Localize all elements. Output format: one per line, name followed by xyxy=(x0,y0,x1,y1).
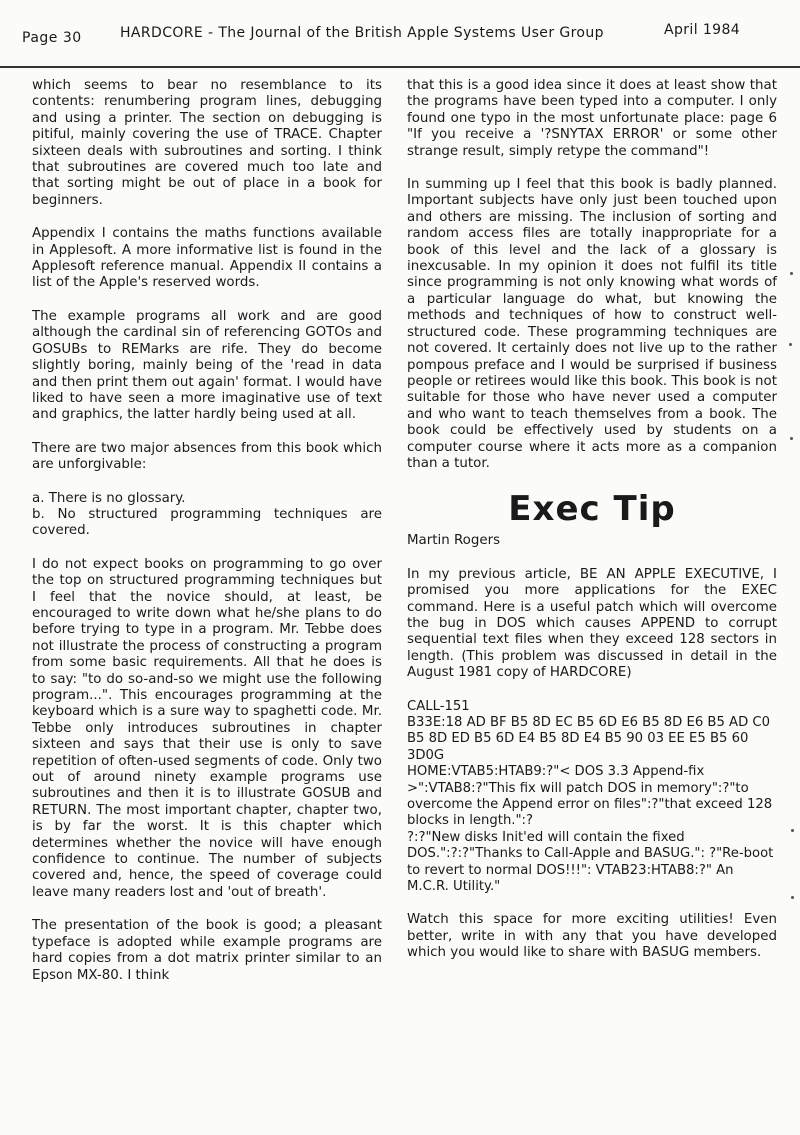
scan-speck xyxy=(791,829,794,832)
page-number: Page 30 xyxy=(22,30,82,46)
paragraph: I do not expect books on programming to go over the top on structured programming techniques but I feel that the novice should, at least, be encouraged to write down what he/she plans to do before trying to type in a program. Mr. Tebbe does not illustrate the process of constructing a program from some basic requirements. All that he does is to say: "to do so-and-so we might use the following program...". This encourages programming at the keyboard which is a sure way to spaghetti code. Mr. Tebbe only introduces subroutines in chapter sixteen and says that their use is only to save repetition of often-used segments of code. Only two out of around ninety example programs use subroutines and then it is to illustrate GOSUB and RETURN. The most important chapter, chapter two, is by far the worst. It is this chapter which determines whether the novice will have enough confidence to continue. The number of subjects covered and, hence, the speed of coverage could leave many readers lost and 'out of breath'. xyxy=(32,556,382,900)
scan-speck xyxy=(790,272,793,275)
paragraph: which seems to bear no resemblance to its contents: renumbering program lines, debugging and using a printer. The section on debugging is pitiful, mainly covering the use of TRACE. Chapter sixteen deals with subroutines and sorting. I think that subroutines are covered much too late and that sorting might be out of place in a book for beginners. xyxy=(32,78,382,208)
paragraph: The example programs all work and are good although the cardinal sin of referencing GOTOs and GOSUBs to REMarks are rife. They do become slightly boring, mainly being of the 'read in data and then print them out again' format. I would have liked to have seen a more imaginative use of text and graphics, the latter hardly being used at all. xyxy=(32,308,382,423)
paragraph: In summing up I feel that this book is badly planned. Important subjects have only just been touched upon and others are missing. The inclusion of sorting and random access files are totally inappropriate for a book of this level and the lack of a glossary is inexcusable. In my opinion it does not fulfil its title since programming is not only knowing what words of a particular language do what, but knowing the methods and techniques of how to construct well-structured code. These programming techniques are not covered. It certainly does not live up to the rather pompous preface and I would be surprised if business people or retirees would like this book. This book is not suitable for those who have never used a computer and who want to teach themselves from a book. The book could be effectively used by students on a computer course where it acts more as a companion than a tutor. xyxy=(407,177,777,471)
code-line: CALL-151 xyxy=(407,698,470,714)
author-byline: Martin Rogers xyxy=(407,533,501,549)
code-line: HOME:VTAB5:HTAB9:?"< DOS 3.3 Append-fix >":VTAB8:?"This fix will patch DOS in memory":?"to overcome the Append error on files":?"that exceed 128 blocks in length.":? xyxy=(407,764,773,829)
paragraph: The presentation of the book is good; a pleasant typeface is adopted while example programs are hard copies from a dot matrix printer similar to an Epson MX-80. I think xyxy=(32,918,382,983)
right-column xyxy=(407,78,777,979)
scan-speck xyxy=(791,896,794,899)
paragraph: There are two major absences from this book which are unforgivable: xyxy=(32,440,382,473)
paragraph: Watch this space for more exciting utilities! Even better, write in with any that you have developed which you would like to share with BASUG members. xyxy=(407,912,777,961)
left-column xyxy=(32,78,382,1001)
paragraph: that this is a good idea since it does at least show that the programs have been typed into a computer. I only found one typo in the most unfortunate place: page 6 "If you receive a '?SNYTAX ERROR' or some other strange result, simply retype the command"! xyxy=(407,78,777,159)
paragraph: Appendix I contains the maths functions available in Applesoft. A more informative list is found in the Applesoft reference manual. Appendix II contains a list of the Apple's reserved words. xyxy=(32,226,382,291)
page-header xyxy=(0,0,800,72)
list-item: a. There is no glossary. xyxy=(32,490,186,506)
code-line: 3D0G xyxy=(407,747,445,763)
header-rule xyxy=(0,66,800,68)
code-line: ?:?"New disks Init'ed will contain the fixed DOS.":?:?"Thanks to Call-Apple and BASUG.": ?"Re-boot to revert to normal DOS!!!": VTAB23:HTAB8:?" An M.C.R. Utility." xyxy=(407,829,774,895)
section-heading: Exec Tip xyxy=(508,489,676,530)
scan-speck xyxy=(790,437,793,440)
journal-title: HARDCORE - The Journal of the British Apple Systems User Group xyxy=(120,25,604,41)
paragraph: In my previous article, BE AN APPLE EXECUTIVE, I promised you more applications for the EXEC command. Here is a useful patch which will overcome the bug in DOS which causes APPEND to corrupt sequential text files when they exceed 128 sectors in length. (This problem was discussed in detail in the August 1981 copy of HARDCORE) xyxy=(407,566,777,681)
code-line: B33E:18 AD BF B5 8D EC B5 6D E6 B5 8D E6 B5 AD C0 B5 8D ED B5 6D E4 B5 8D E4 B5 90 03 EE E5 B5 60 xyxy=(407,715,771,747)
code-listing xyxy=(407,699,777,896)
issue-date: April 1984 xyxy=(664,22,741,38)
scan-speck xyxy=(789,343,792,346)
list-item: b. No structured programming techniques are covered. xyxy=(32,506,382,539)
